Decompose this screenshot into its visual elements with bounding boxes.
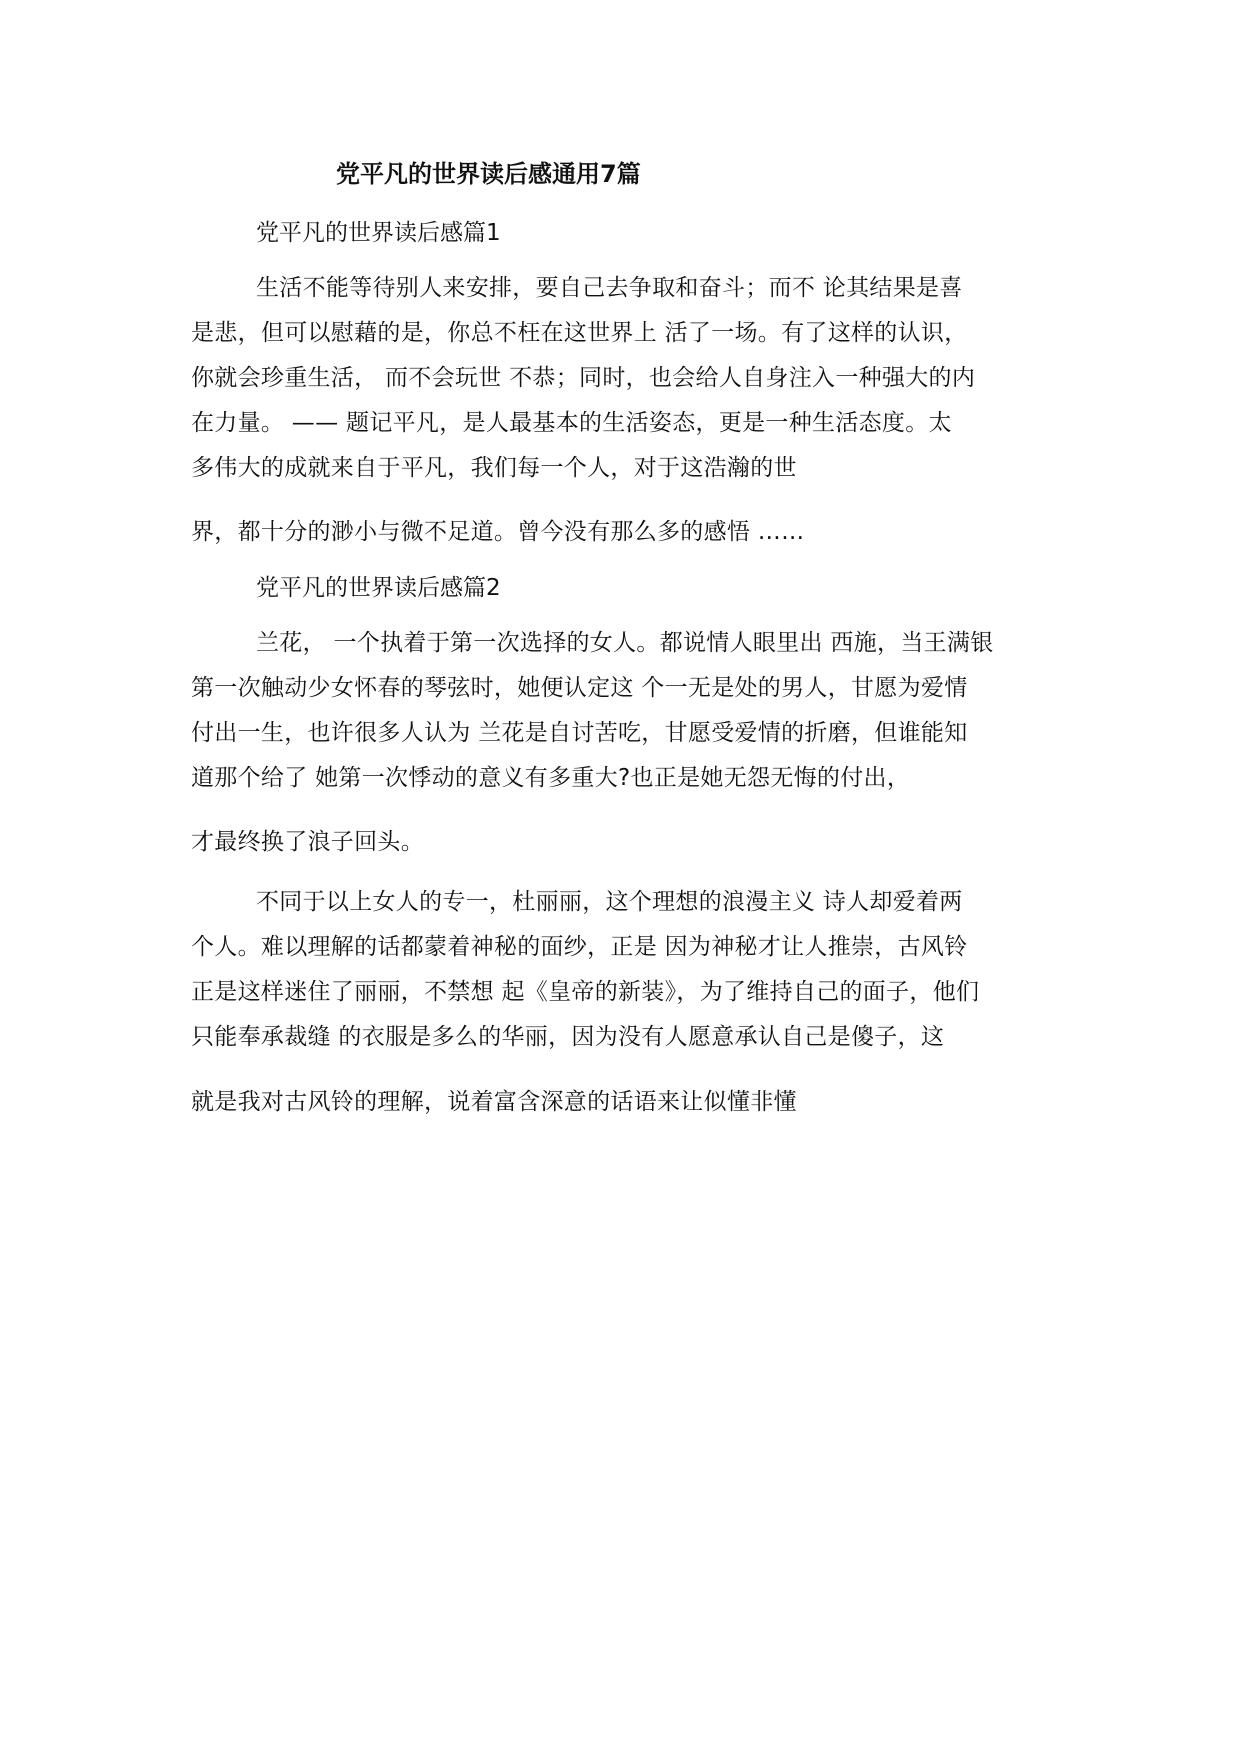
text-line: 界，都十分的渺小与微不足道。曾今没有那么多的感悟 ……: [191, 519, 805, 545]
text-line: 第一次触动少女怀春的琴弦时，她便认定这 个一无是处的男人，甘愿为爱情: [191, 675, 968, 701]
text-line: 道那个给了 她第一次悸动的意义有多重大?也正是她无怨无悔的付出，: [191, 765, 911, 791]
text-line: 才最终换了浪子回头。: [191, 829, 424, 855]
text-line: 你就会珍重生活， 而不会玩世 不恭；同时，也会给人自身注入一种强大的内: [191, 365, 976, 391]
text-line: 兰花， 一个执着于第一次选择的女人。都说情人眼里出 西施，当王满银: [256, 630, 994, 656]
document-title: 党平凡的世界读后感通用7篇: [336, 160, 641, 188]
text-line: 就是我对古风铃的理解，说着富含深意的话语来让似懂非懂: [191, 1089, 797, 1115]
text-line: 只能奉承裁缝 的衣服是多么的华丽，因为没有人愿意承认自己是傻子，这: [191, 1024, 945, 1050]
text-line: 生活不能等待别人来安排，要自己去争取和奋斗；而不 论其结果是喜: [256, 275, 963, 301]
text-line: 是悲，但可以慰藉的是，你总不枉在这世界上 活了一场。有了这样的认识，: [191, 320, 968, 346]
text-line: 正是这样迷住了丽丽，不禁想 起《皇帝的新装》，为了维持自己的面子，他们: [191, 979, 980, 1005]
text-line: 付出一生，也许很多人认为 兰花是自讨苦吃，甘愿受爱情的折磨，但谁能知: [191, 720, 968, 746]
text-line: 不同于以上女人的专一，杜丽丽，这个理想的浪漫主义 诗人却爱着两: [256, 889, 963, 915]
section-heading-2: 党平凡的世界读后感篇2: [256, 575, 501, 601]
text-line: 在力量。 —— 题记平凡，是人最基本的生活姿态，更是一种生活态度。太: [191, 410, 952, 436]
text-line: 个人。难以理解的话都蒙着神秘的面纱，正是 因为神秘才让人推崇，古风铃: [191, 934, 968, 960]
text-line: 多伟大的成就来自于平凡，我们每一个人，对于这浩瀚的世: [191, 455, 797, 481]
section-heading-1: 党平凡的世界读后感篇1: [256, 220, 501, 246]
